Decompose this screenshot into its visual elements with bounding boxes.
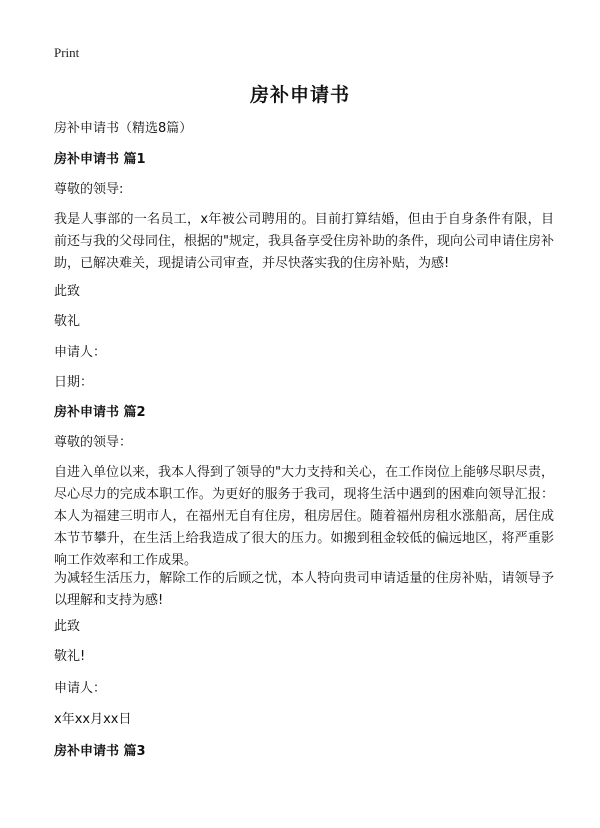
regards-2: 敬礼! bbox=[54, 649, 86, 664]
paragraph-2-2: 为减轻生活压力，解除工作的后顾之忧，本人特向贵司申请适量的住房补贴，请领导予以理解和支持为感! bbox=[54, 571, 554, 608]
regards-1: 敬礼 bbox=[54, 314, 81, 329]
paragraph-1-1: 我是人事部的一名员工，x年被公司聘用的。目前打算结婚，但由于自身条件有限，目前还与我的父母同住，根据的"规定，我具备享受住房补助的条件，现向公司申请住房补助，已解决难关，现提请公司审查，并尽快落实我的住房补贴，为感! bbox=[54, 212, 554, 271]
applicant-1: 申请人： bbox=[54, 345, 107, 360]
closing-2: 此致 bbox=[54, 619, 81, 634]
section-heading-2: 房补申请书 篇2 bbox=[54, 405, 146, 420]
section-heading-3: 房补申请书 篇3 bbox=[54, 744, 146, 759]
salutation-2: 尊敬的领导： bbox=[54, 435, 133, 450]
section-heading-1: 房补申请书 篇1 bbox=[54, 152, 146, 167]
closing-1: 此致 bbox=[54, 284, 81, 299]
print-label: Print bbox=[54, 45, 80, 60]
applicant-2: 申请人： bbox=[54, 681, 107, 696]
date-1: 日期： bbox=[54, 375, 94, 390]
document-subtitle: 房补申请书（精选8篇） bbox=[54, 121, 193, 136]
document-title: 房补申请书 bbox=[249, 84, 350, 106]
salutation-1: 尊敬的领导: bbox=[54, 182, 124, 197]
date-2: x年xx月xx日 bbox=[54, 712, 132, 727]
paragraph-2-1: 自进入单位以来，我本人得到了领导的"大力支持和关心，在工作岗位上能够尽职尽责，尽心尽力的完成本职工作。为更好的服务于我司，现将生活中遇到的困难向领导汇报：本人为福建三明市人，在福州无自有住房，租房居住。随着福州房租水涨船高，居住成本节节攀升，在生活上给我造成了很大的压力。如搬到租金较低的偏远地区，将严重影响工作效率和工作成果。 bbox=[54, 465, 554, 568]
